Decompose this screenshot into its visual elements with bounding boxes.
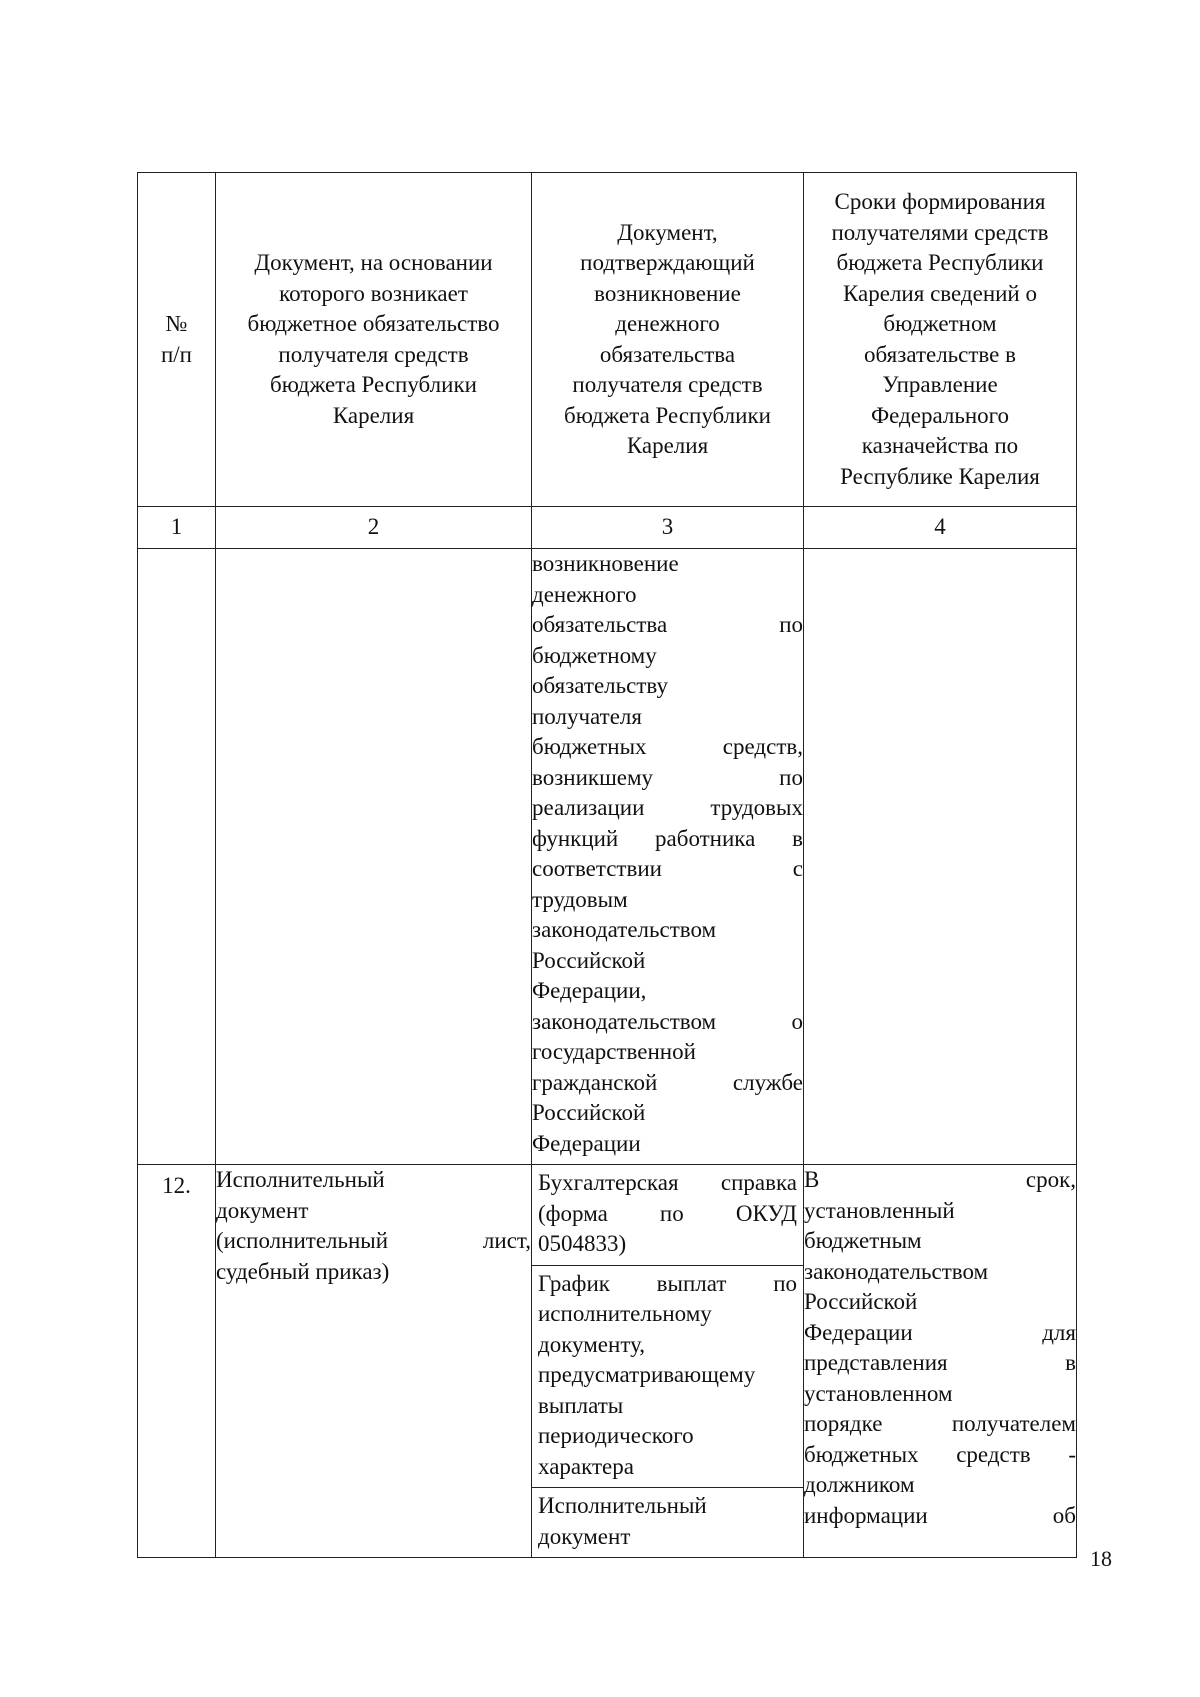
text-line: реализации трудовых	[532, 795, 803, 820]
text-line: (форма по ОКУД	[538, 1200, 797, 1226]
header-text-line: Карелия	[332, 402, 415, 428]
text-line: информации об	[804, 1502, 1076, 1528]
document-entry	[532, 1488, 803, 1557]
document-entry	[532, 1266, 803, 1489]
header-text-line: обязательства	[599, 341, 736, 367]
text-line: Федерации,	[532, 978, 647, 1003]
basis-document-cell	[216, 1165, 532, 1558]
text-line: возникновение	[532, 551, 679, 576]
text-line: 0504833)	[538, 1231, 627, 1256]
empty-cell	[216, 549, 532, 1165]
document-entry	[532, 1165, 803, 1266]
page-number: 18	[1090, 1546, 1112, 1571]
table-row	[138, 1165, 1077, 1558]
text-line: Федерации	[532, 1130, 641, 1156]
header-text-line: бюджета Республики	[836, 250, 1044, 275]
header-text-line: бюджета Республики	[270, 372, 477, 397]
column-number: 3	[532, 507, 804, 549]
text-line: получателя	[532, 703, 642, 729]
text-line: Российской	[532, 1100, 646, 1125]
header-text-line: Управление	[882, 372, 998, 397]
header-text-line: возникновение	[594, 280, 741, 306]
text-line: законодательством	[804, 1258, 989, 1284]
text-line: Российской	[804, 1289, 918, 1314]
header-text-line: бюджетное обязательство	[247, 311, 500, 336]
text-line: соответствии с	[532, 856, 803, 881]
header-text-line: бюджета Республики	[564, 402, 771, 428]
text-line: бюджетных средств,	[532, 734, 803, 759]
deadline-cell	[804, 1165, 1077, 1558]
header-text-line: Карелия	[626, 433, 709, 458]
header-text-line: обязательстве в	[864, 341, 1016, 367]
header-text-line: Документ, на основании	[254, 250, 493, 275]
text-line: судебный приказ)	[216, 1258, 390, 1284]
text-line: законодательством о	[532, 1008, 803, 1034]
header-text-line: получателями средств	[831, 219, 1049, 245]
text-line: законодательством	[532, 917, 717, 942]
header-confirming-document-cell	[532, 173, 804, 507]
text-line: бюджетному	[532, 642, 657, 668]
header-text-line: п/п	[160, 341, 192, 367]
header-basis-document-cell	[216, 173, 532, 507]
header-text-line: денежного	[615, 311, 720, 336]
header-text-line: №	[165, 311, 188, 336]
column-number: 4	[804, 507, 1077, 549]
text-line: исполнительному	[538, 1301, 712, 1326]
row-number: 12.	[138, 1165, 216, 1558]
empty-cell	[138, 549, 216, 1165]
text-line: функций работника в	[532, 825, 803, 851]
header-text-line: Республике Карелия	[840, 463, 1040, 489]
text-line: (исполнительный лист,	[216, 1228, 531, 1253]
header-text-line: Федерального	[870, 402, 1010, 428]
text-line: документу,	[538, 1331, 646, 1357]
text-line: обязательства по	[532, 612, 803, 637]
text-line: возникшему по	[532, 764, 803, 790]
document-table	[137, 172, 1077, 1558]
column-number: 1	[138, 507, 216, 549]
text-line: периодического	[538, 1423, 694, 1448]
text-line: Исполнительный	[538, 1493, 707, 1518]
text-line: порядке получателем	[804, 1411, 1076, 1436]
header-text-line: казначейства по	[861, 433, 1019, 458]
header-text-line: получателя средств	[278, 341, 469, 367]
text-line: представления в	[804, 1350, 1076, 1375]
text-line: характера	[538, 1453, 634, 1479]
header-deadline-cell	[804, 173, 1077, 507]
text-line: денежного	[532, 581, 637, 607]
text-line: выплаты	[538, 1392, 624, 1418]
column-number-row	[138, 507, 1077, 549]
cell-text	[532, 549, 803, 1159]
text-line: документ	[216, 1197, 309, 1223]
text-line: документ	[538, 1523, 631, 1549]
text-line: предусматривающему	[538, 1362, 756, 1387]
header-text-line: Документ,	[617, 219, 718, 245]
text-line: Бухгалтерская справка	[538, 1170, 797, 1195]
table-row	[138, 549, 1077, 1165]
header-text-line: подтверждающий	[580, 250, 755, 275]
header-text-line: которого возникает	[279, 280, 468, 306]
table-header-row	[138, 173, 1077, 507]
text-line: Федерации для	[804, 1319, 1076, 1345]
header-text-line: Сроки формирования	[834, 189, 1046, 214]
column-number: 2	[216, 507, 532, 549]
confirming-document-cell	[532, 549, 804, 1165]
header-number-cell	[138, 173, 216, 507]
text-line: Исполнительный	[216, 1167, 385, 1192]
text-line: бюджетных средств -	[804, 1441, 1076, 1467]
text-line: гражданской службе	[532, 1069, 803, 1095]
text-line: должником	[804, 1472, 915, 1497]
cell-text	[804, 1165, 1076, 1531]
text-line: трудовым	[532, 886, 628, 912]
header-text-line: бюджетном	[883, 311, 997, 336]
empty-cell	[804, 549, 1077, 1165]
cell-text	[216, 1165, 531, 1287]
text-line: бюджетным	[804, 1228, 922, 1253]
text-line: государственной	[532, 1039, 696, 1064]
header-text-line: Карелия сведений о	[843, 280, 1037, 306]
text-line: установленном	[804, 1380, 953, 1406]
text-line: Российской	[532, 947, 646, 973]
text-line: обязательству	[532, 673, 668, 698]
header-text-line: получателя средств	[572, 372, 763, 397]
confirming-document-cell	[532, 1165, 804, 1558]
text-line: График выплат по	[538, 1270, 797, 1296]
text-line: В срок,	[804, 1167, 1076, 1192]
text-line: установленный	[804, 1197, 955, 1223]
